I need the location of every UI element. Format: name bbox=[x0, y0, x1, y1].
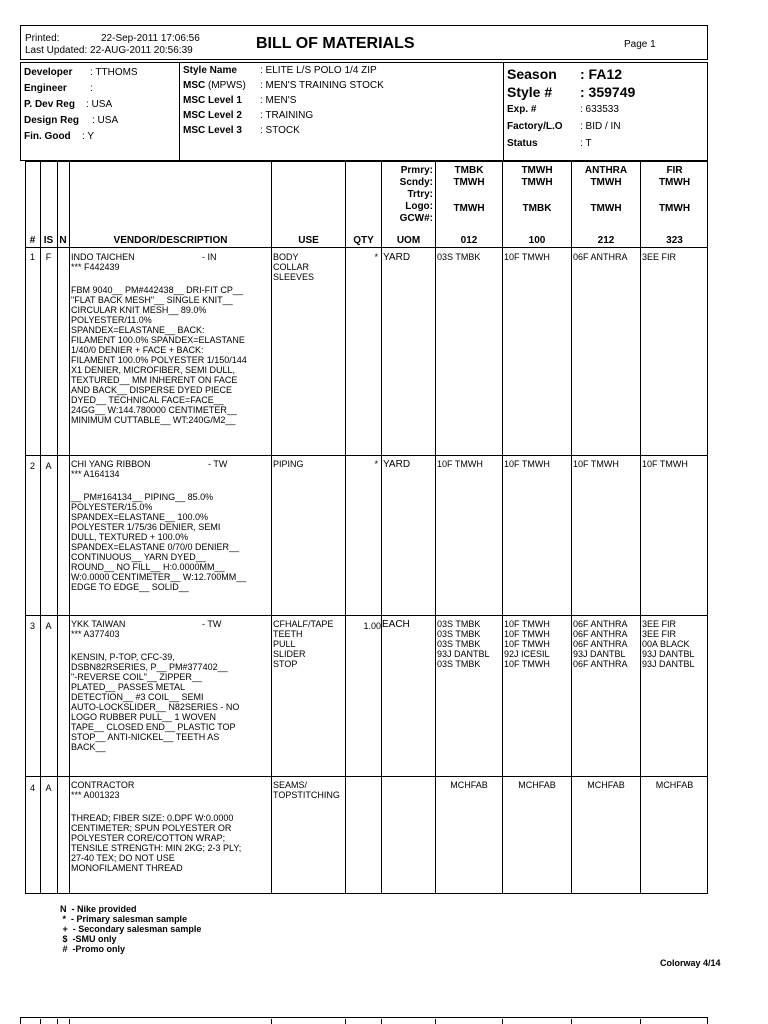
row-number: 3 bbox=[29, 621, 35, 631]
msc-level2-field: MSC Level 2 : TRAINING bbox=[183, 110, 314, 121]
row-vendor: INDO TAICHEN bbox=[71, 252, 135, 262]
row-item-number: *** F442439 bbox=[71, 262, 120, 272]
colorway-note-clip bbox=[660, 958, 721, 968]
msc-level1-field: MSC Level 1 : MEN'S bbox=[183, 95, 297, 106]
row-color-1: MCHFAB bbox=[450, 780, 488, 790]
updated-value: 22-AUG-2011 20:56:39 bbox=[90, 45, 193, 56]
legend-item: * - Primary salesman sample bbox=[60, 914, 188, 924]
row-color-2: 10F TMWH 10F TMWH 10F TMWH 92J ICESIL 10F TMWH bbox=[504, 619, 550, 669]
gcw-code-3: 212 bbox=[597, 235, 615, 246]
row-color-1: 10F TMWH bbox=[437, 459, 483, 469]
row-color-2: 10F TMWH bbox=[504, 252, 550, 262]
row-description: THREAD; FIBER SIZE: 0.DPF W:0.0000 CENTIMETER; SPUN POLYESTER OR POLYESTER CORE/COTTON WRAP; TENSILE STRENGTH: MIN 2KG; 2-3 PLY; 27-40 TEX; DO NOT USE MONOFILAMENT THREAD bbox=[71, 813, 242, 873]
developer-field: Developer : TTHOMS bbox=[24, 67, 138, 78]
colorway-3-secondary: TMWH bbox=[590, 177, 622, 188]
gcw-code-4: 323 bbox=[666, 235, 683, 246]
row-color-1: 03S TMBK 03S TMBK 03S TMBK 93J DANTBL 03S TMBK bbox=[437, 619, 490, 669]
row-color-2: 10F TMWH bbox=[504, 459, 550, 469]
row-qty: * bbox=[374, 459, 378, 469]
season-field: Season : FA12 bbox=[507, 66, 623, 82]
row-color-4: 10F TMWH bbox=[642, 459, 688, 469]
col-header-use: USE bbox=[298, 235, 319, 246]
row-description: __ PM#164134__ PIPING__ 85.0% POLYESTER/15.0% SPANDEX=ELASTANE__ 100.0% POLYESTER 1/75/36 DENIER, SEMI DULL, TEXTURED + 100.0% SPANDEX=ELASTANE 0/70/0 DENIER__ CONTINUOUS__ YARN DYED__ ROUND__ NO FILL__ H:0.0000MM__ W:0.0000 CENTIMETER__ W:12.700MM__ EDGE TO EDGE__ SOLID__ bbox=[71, 492, 247, 592]
row-use: BODY COLLAR SLEEVES bbox=[273, 252, 315, 282]
row-color-4: 3EE FIR 3EE FIR 00A BLACK 93J DANTBL 93J DANTBL bbox=[642, 619, 695, 669]
row-vendor: CHI YANG RIBBON bbox=[71, 459, 151, 469]
colorway-3-primary: ANTHRA bbox=[584, 165, 628, 176]
label-secondary: Scndy: bbox=[399, 177, 433, 188]
row-issue: F bbox=[45, 252, 52, 262]
row-uom: EACH bbox=[382, 619, 410, 630]
row-number: 1 bbox=[29, 252, 35, 262]
row-color-2: MCHFAB bbox=[518, 780, 556, 790]
col-header-number: # bbox=[29, 235, 36, 246]
legend bbox=[60, 904, 201, 954]
label-gcw: GCW#: bbox=[399, 213, 433, 224]
colorway-4-secondary: TMWH bbox=[658, 177, 691, 188]
row-description: FBM 9040__ PM#442438__ DRI-FIT CP__ "FLAT BACK MESH"__ SINGLE KNIT__ CIRCULAR KNIT MESH__ 89.0% POLYESTER/11.0% SPANDEX=ELASTANE__ BACK: FILAMENT 100.0% SPANDEX=ELASTANE 1/40/0 DENIER + FACE + BACK: FILAMENT 100.0% POLYESTER 1/150/144 X1 DENIER, MICROFIBER, SEMI DULL, TEXTURED__ MM INHERENT ON FACE AND BACK__ DISPERSE DYED PIECE DYED__ TECHNICAL FACE=FACE__ 24GG__ W:144.780000 CENTIMETER__ MINIMUM CUTTABLE__ WT:240G/M2__ bbox=[71, 285, 247, 425]
colorway-3-logo: TMWH bbox=[590, 203, 622, 214]
row-vendor: CONTRACTOR bbox=[71, 780, 135, 790]
colorway-1-primary: TMBK bbox=[454, 165, 484, 176]
engineer-field: Engineer : bbox=[24, 83, 93, 94]
row-item-number: *** A001323 bbox=[71, 790, 120, 800]
row-issue: A bbox=[45, 621, 52, 631]
msc-field: MSC (MPWS) : MEN'S TRAINING STOCK bbox=[183, 80, 384, 91]
factory-field: Factory/L.O : BID / IN bbox=[507, 121, 621, 132]
colorway-4-primary: FIR bbox=[666, 165, 683, 176]
page-number: Page 1 bbox=[624, 39, 656, 50]
status-field: Status : T bbox=[507, 138, 592, 149]
col-header-qty: QTY bbox=[353, 235, 374, 246]
row-vendor-location: - TW bbox=[202, 619, 222, 629]
row-color-4: 3EE FIR bbox=[642, 252, 677, 262]
colorway-2-primary: TMWH bbox=[521, 165, 553, 176]
next-page-top-border bbox=[20, 1017, 708, 1018]
colorway-labels bbox=[383, 165, 433, 225]
printed-value: 22-Sep-2011 17:06:56 bbox=[101, 33, 200, 44]
gcw-code-2: 100 bbox=[528, 235, 546, 246]
colorway-2-secondary: TMWH bbox=[521, 177, 553, 188]
label-logo: Logo: bbox=[405, 201, 433, 212]
gcw-code-1: 012 bbox=[460, 235, 478, 246]
style-name-field: Style Name : ELITE L/S POLO 1/4 ZIP bbox=[183, 65, 377, 76]
legend-item: $ -SMU only bbox=[60, 934, 117, 944]
row-color-3: 06F ANTHRA bbox=[573, 252, 628, 262]
legend-item: + - Secondary salesman sample bbox=[60, 924, 202, 934]
row-color-3: MCHFAB bbox=[587, 780, 625, 790]
row-color-4: MCHFAB bbox=[655, 780, 694, 790]
row-issue: A bbox=[45, 783, 52, 793]
colorway-1-logo: TMWH bbox=[453, 203, 485, 214]
col-header-vendor: VENDOR/DESCRIPTION bbox=[113, 235, 228, 246]
row-qty: * bbox=[374, 252, 378, 262]
colorway-note: Colorway 4/14 bbox=[660, 958, 721, 968]
updated-line bbox=[25, 45, 193, 57]
row-color-3: 06F ANTHRA 06F ANTHRA 06F ANTHRA 93J DANTBL 06F ANTHRA bbox=[573, 619, 628, 669]
row-issue: A bbox=[45, 461, 52, 471]
row-number: 2 bbox=[29, 461, 35, 471]
page-title: BILL OF MATERIALS bbox=[256, 35, 415, 52]
col-header-is: IS bbox=[43, 235, 54, 246]
msc-level3-field: MSC Level 3 : STOCK bbox=[183, 125, 300, 136]
row-use: CFHALF/TAPE TEETH PULL SLIDER STOP bbox=[273, 619, 334, 669]
row-color-1: 03S TMBK bbox=[437, 252, 481, 262]
colorway-1-secondary: TMWH bbox=[453, 177, 485, 188]
label-primary: Prmry: bbox=[400, 165, 433, 176]
export-number-field: Exp. # : 633533 bbox=[507, 104, 619, 115]
updated-label: Last Updated: bbox=[25, 45, 88, 56]
legend-item: # -Promo only bbox=[60, 944, 126, 954]
row-item-number: *** A164134 bbox=[71, 469, 120, 479]
colorway-4-logo: TMWH bbox=[658, 203, 691, 214]
row-vendor-location: - IN bbox=[202, 252, 217, 262]
row-uom: YARD bbox=[383, 459, 411, 470]
row-color-3: 10F TMWH bbox=[573, 459, 619, 469]
row-use: PIPING bbox=[273, 459, 304, 469]
row-vendor: YKK TAIWAN bbox=[71, 619, 126, 629]
printed-label: Printed: bbox=[25, 33, 60, 44]
row-number: 4 bbox=[29, 783, 35, 793]
row-description: KENSIN, P-TOP, CFC-39, DSBN82RSERIES, P__ PM#377402__ "-REVERSE COIL"__ ZIPPER__ PLATED__ PASSES METAL DETECTION__ #3 COIL__ SEMI AUTO-LOCKSLIDER__ N82SERIES - NO LOGO RUBBER PULL__ 1 WOVEN TAPE__ CLOSED END__ PLASTIC TOP STOP__ ANTI-NICKEL__ TEETH AS BACK__ bbox=[71, 652, 240, 752]
row-uom: YARD bbox=[383, 252, 411, 263]
dev-region-field: P. Dev Reg : USA bbox=[24, 99, 113, 110]
legend-item: N - Nike provided bbox=[60, 904, 137, 914]
finished-good-field: Fin. Good : Y bbox=[24, 131, 95, 142]
label-tertiary: Trtry: bbox=[407, 189, 433, 200]
row-use: SEAMS/ TOPSTITCHING bbox=[273, 780, 340, 800]
colorway-2-logo: TMBK bbox=[522, 203, 552, 214]
row-item-number: *** A377403 bbox=[71, 629, 120, 639]
col-header-n: N bbox=[59, 235, 67, 246]
col-header-uom: UOM bbox=[396, 235, 421, 246]
printed-line bbox=[25, 33, 200, 45]
style-number-field: Style # : 359749 bbox=[507, 84, 636, 100]
design-region-field: Design Reg : USA bbox=[24, 115, 119, 126]
row-qty: 1.00 bbox=[363, 621, 381, 631]
row-vendor-location: - TW bbox=[208, 459, 228, 469]
